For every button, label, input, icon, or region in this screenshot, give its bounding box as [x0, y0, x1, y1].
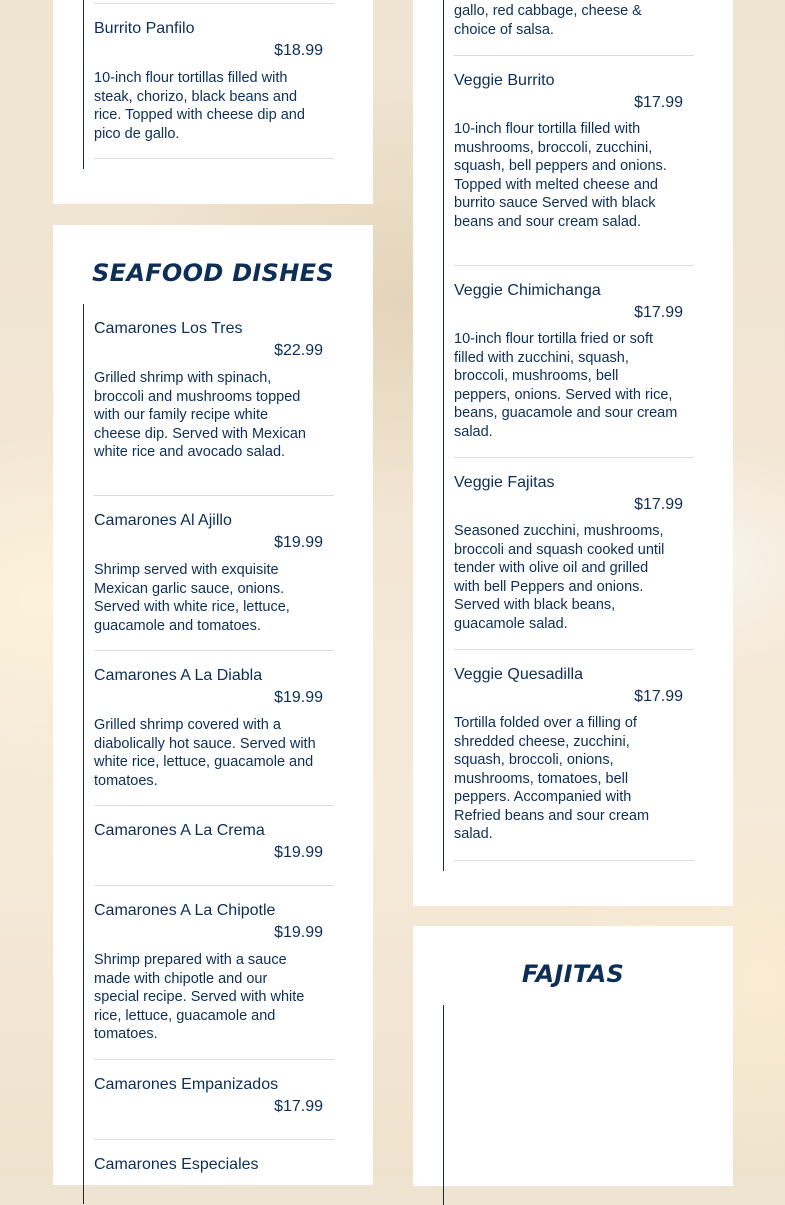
- card-accent-line: [443, 0, 444, 871]
- menu-item-price: $17.99: [634, 496, 683, 513]
- item-divider: [94, 1139, 334, 1140]
- menu-item-price: $19.99: [274, 924, 323, 941]
- menu-card-burritos: [53, 0, 373, 204]
- item-divider: [454, 265, 694, 266]
- menu-item: [94, 1156, 334, 1178]
- menu-item-price: $17.99: [634, 94, 683, 111]
- menu-item: [454, 282, 694, 447]
- menu-item: [454, 72, 694, 252]
- item-divider: [94, 885, 334, 886]
- menu-item-price: $17.99: [634, 304, 683, 321]
- section-title-seafood: SEAFOOD DISHES: [92, 259, 334, 287]
- item-divider: [94, 158, 334, 159]
- menu-item-name: Camarones A La Crema: [94, 822, 265, 839]
- menu-item: [94, 20, 334, 150]
- menu-item: [94, 822, 334, 872]
- menu-card-seafood: [53, 225, 373, 1185]
- menu-item: [94, 667, 334, 797]
- menu-item-description: Grilled shrimp with spinach, broccoli and mushrooms topped with our family recipe white cheese dip. Served with Mexican white rice and avocado salad.: [94, 370, 306, 460]
- menu-item-description: Tortilla folded over a filling of shredded cheese, zucchini, squash, broccoli, onions, mushrooms, tomatoes, bell peppers. Accompanied with Refried beans and sour cream salad.: [454, 715, 650, 842]
- menu-item-price: $22.99: [274, 342, 323, 359]
- menu-item-price: $17.99: [634, 688, 683, 705]
- menu-item-name: Veggie Fajitas: [454, 474, 555, 491]
- menu-item-price: $17.99: [274, 1098, 323, 1115]
- menu-item-description: Grilled shrimp covered with a diabolically hot sauce. Served with white rice, lettuce, guacamole and tomatoes.: [94, 717, 316, 789]
- item-divider: [454, 457, 694, 458]
- menu-item-price: $19.99: [274, 534, 323, 551]
- menu-item-name: Veggie Quesadilla: [454, 666, 583, 683]
- menu-item-name: Veggie Burrito: [454, 72, 555, 89]
- menu-item-description: Seasoned zucchini, mushrooms, broccoli and squash cooked until tender with olive oil and grilled with bell Peppers and onions. Served with black beans, guacamole salad.: [454, 523, 665, 632]
- menu-item-description: 10-inch flour tortillas filled with steak, chorizo, black beans and rice. Topped with cheese dip and pico de gallo.: [94, 70, 305, 142]
- item-divider: [454, 55, 694, 56]
- menu-item-name: Camarones Especiales: [94, 1156, 259, 1173]
- menu-item-name: Camarones Al Ajillo: [94, 512, 232, 529]
- item-divider: [454, 860, 694, 861]
- menu-item-description: gallo, red cabbage, cheese & choice of salsa.: [454, 3, 642, 38]
- item-divider: [94, 495, 334, 496]
- menu-item-description: 10-inch flour tortilla filled with mushrooms, broccoli, zucchini, squash, bell peppers and onions. Topped with melted cheese and burrito sauce Served with black beans and sour cream salad.: [454, 121, 667, 230]
- item-divider: [94, 650, 334, 651]
- menu-item-description: Shrimp served with exquisite Mexican garlic sauce, onions. Served with white rice, lettuce, guacamole and tomatoes.: [94, 562, 290, 634]
- menu-card-fajitas: [413, 926, 733, 1186]
- item-divider: [454, 649, 694, 650]
- menu-item: [94, 512, 334, 642]
- menu-item: [454, 474, 694, 639]
- item-divider: [94, 3, 334, 4]
- menu-item: [94, 902, 334, 1042]
- menu-item-name: Camarones Empanizados: [94, 1076, 279, 1093]
- menu-item-name: Burrito Panfilo: [94, 20, 195, 37]
- menu-item-name: Camarones A La Diabla: [94, 667, 263, 684]
- section-title-fajitas: FAJITAS: [521, 960, 625, 988]
- menu-item: [94, 320, 334, 480]
- menu-item: [454, 666, 694, 851]
- menu-item-description: Shrimp prepared with a sauce made with chipotle and our special recipe. Served with white rice, lettuce, guacamole and tomatoes.: [94, 952, 305, 1042]
- menu-item-name: Veggie Chimichanga: [454, 282, 601, 299]
- card-accent-line: [443, 1005, 444, 1205]
- menu-item-price: $19.99: [274, 844, 323, 861]
- card-accent-line: [83, 304, 84, 1204]
- menu-item-name: Camarones Los Tres: [94, 320, 243, 337]
- menu-item: [94, 1076, 334, 1126]
- card-accent-line: [83, 0, 84, 169]
- menu-item-price: $19.99: [274, 689, 323, 706]
- item-divider: [94, 805, 334, 806]
- menu-item-description: 10-inch flour tortilla fried or soft filled with zucchini, squash, broccoli, mushrooms, bell peppers, onions. Served with rice, beans, guacamole and sour cream salad.: [454, 331, 678, 440]
- menu-item-name: Camarones A La Chipotle: [94, 902, 276, 919]
- menu-item-price: $18.99: [274, 42, 323, 59]
- item-divider: [94, 1059, 334, 1060]
- menu-card-vegetarian: [413, 0, 733, 906]
